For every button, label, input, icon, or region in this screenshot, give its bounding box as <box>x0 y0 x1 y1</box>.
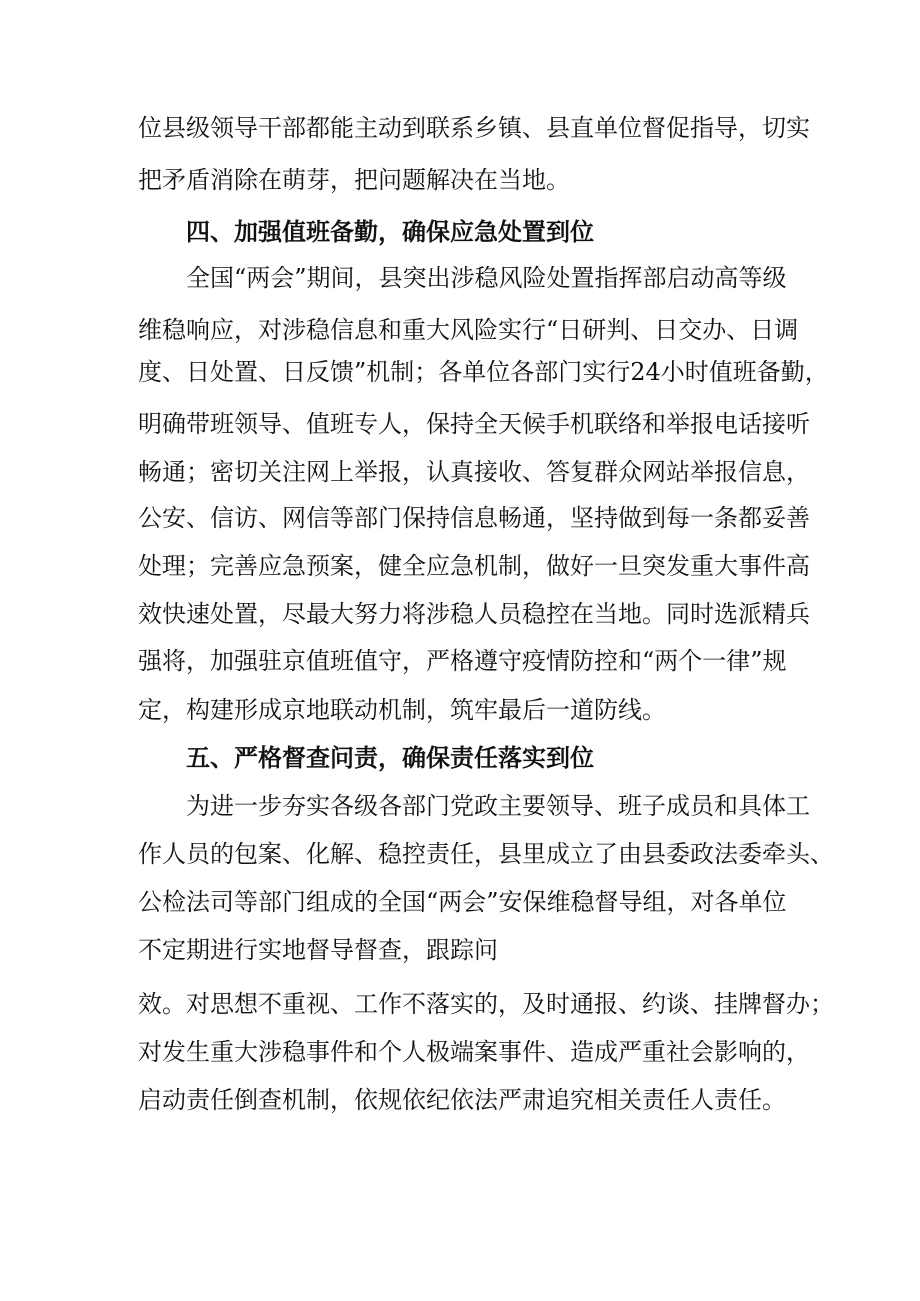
section-heading-4: 四、加强值班备勤，确保应急处置到位 <box>186 217 594 246</box>
body-text-line: 强将，加强驻京值班值守，严格遵守疫情防控和“两个一律”规 <box>138 647 787 675</box>
body-text-line: 畅通；密切关注网上举报，认真接收、答复群众网站举报信息， <box>138 458 810 486</box>
body-text-line: 效快速处置，尽最大努力将涉稳人员稳控在当地。同时选派精兵 <box>138 600 810 628</box>
body-text-line: 把矛盾消除在萌芽，把问题解决在当地。 <box>138 166 570 194</box>
body-text-line: 维稳响应，对涉稳信息和重大风险实行“日研判、日交办、日调 <box>138 316 799 344</box>
body-text-line: 处理；完善应急预案，健全应急机制，做好一旦突发重大事件高 <box>138 552 810 580</box>
section-heading-5: 五、严格督查问责，确保责任落实到位 <box>186 743 594 772</box>
body-text-line: 定，构建形成京地联动机制，筑牢最后一道防线。 <box>138 696 666 724</box>
body-text-line: 效。对思想不重视、工作不落实的，及时通报、约谈、挂牌督办； <box>138 990 834 1018</box>
body-text-line: 不定期进行实地督导督查，跟踪问 <box>138 936 498 964</box>
body-text-line: 启动责任倒查机制，依规依纪依法严肃追究相关责任人责任。 <box>138 1086 786 1114</box>
body-text-line: 明确带班领导、值班专人，保持全天候手机联络和举报电话接听 <box>138 410 810 438</box>
body-text-line: 公检法司等部门组成的全国“两会”安保维稳督导组，对各单位 <box>138 888 787 916</box>
body-text-line: 全国“两会”期间，县突出涉稳风险处置指挥部启动高等级 <box>186 264 787 292</box>
body-text-line: 公安、信访、网信等部门保持信息畅通，坚持做到每一条都妥善 <box>138 504 810 532</box>
body-text-line: 对发生重大涉稳事件和个人极端案事件、造成严重社会影响的， <box>138 1038 810 1066</box>
body-text-line: 作人员的包案、化解、稳控责任，县里成立了由县委政法委牵头、 <box>138 840 834 868</box>
body-text-line: 位县级领导干部都能主动到联系乡镇、县直单位督促指导，切实 <box>138 114 810 142</box>
body-text-line: 度、日处置、日反馈”机制；各单位各部门实行24小时值班备勤， <box>138 358 829 386</box>
body-text-line: 为进一步夯实各级各部门党政主要领导、班子成员和具体工 <box>186 792 810 820</box>
